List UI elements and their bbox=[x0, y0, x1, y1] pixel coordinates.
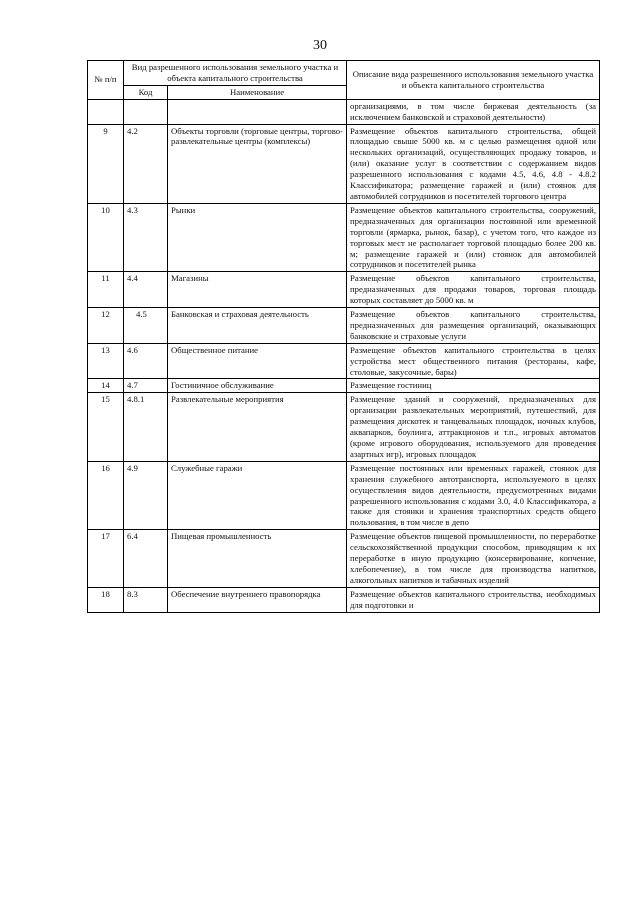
header-description: Описание вида разрешенного использования земельного участка и объекта капитального строительства bbox=[347, 61, 600, 100]
row-name: Общественное питание bbox=[168, 343, 347, 379]
row-description: организациями, в том числе биржевая деятельность (за исключением банковской и страховой деятельности) bbox=[347, 99, 600, 124]
row-name: Магазины bbox=[168, 272, 347, 308]
row-code: 4.3 bbox=[124, 203, 168, 271]
row-description: Размещение объектов капитального строительства, предназначенных для продажи товаров, торговая площадь которых составляет до 5000 кв. м bbox=[347, 272, 600, 308]
row-number: 11 bbox=[88, 272, 124, 308]
table-row bbox=[88, 393, 600, 461]
row-code: 4.6 bbox=[124, 343, 168, 379]
table-row bbox=[88, 379, 600, 393]
header-name: Наименование bbox=[168, 85, 347, 99]
table-row bbox=[88, 203, 600, 271]
row-name: Банковская и страховая деятельность bbox=[168, 308, 347, 344]
table-row bbox=[88, 272, 600, 308]
row-code: 8.3 bbox=[124, 587, 168, 612]
row-number bbox=[88, 99, 124, 124]
table-row bbox=[88, 308, 600, 344]
row-code bbox=[124, 99, 168, 124]
row-code: 4.7 bbox=[124, 379, 168, 393]
row-name bbox=[168, 99, 347, 124]
row-number: 9 bbox=[88, 124, 124, 203]
header-code: Код bbox=[124, 85, 168, 99]
row-code: 4.9 bbox=[124, 461, 168, 529]
row-code: 4.2 bbox=[124, 124, 168, 203]
row-number: 17 bbox=[88, 530, 124, 588]
row-number: 16 bbox=[88, 461, 124, 529]
row-description: Размещение объектов капитального строительства, предназначенных для размещения организаций, оказывающих банковские и страховые услуги bbox=[347, 308, 600, 344]
page-number: 30 bbox=[313, 38, 327, 53]
row-name: Пищевая промышленность bbox=[168, 530, 347, 588]
row-number: 18 bbox=[88, 587, 124, 612]
row-description: Размещение объектов капитального строительства, сооружений, предназначенных для организации постоянной или временной торговли (ярмарка, рынок, базар), с учетом того, что каждое из торговых мест не располагает торговой площадью более 200 кв. м; размещение гаражей и (или) стоянок для автомобилей сотрудников и посетителей рынка bbox=[347, 203, 600, 271]
row-description: Размещение объектов капитального строительства в целях устройства мест общественного питания (рестораны, кафе, столовые, закусочные, бары) bbox=[347, 343, 600, 379]
row-code: 6.4 bbox=[124, 530, 168, 588]
row-number: 10 bbox=[88, 203, 124, 271]
row-description: Размещение постоянных или временных гаражей, стоянок для хранения служебного автотранспорта, используемого в целях осуществления видов деятельности, предусмотренных видами разрешенного использования с кодами 3.0, 4.0 Классификатора, а также для стоянки и хранения транспортных средств общего пользования, в том числе в депо bbox=[347, 461, 600, 529]
row-code: 4.5 bbox=[124, 308, 168, 344]
row-code: 4.4 bbox=[124, 272, 168, 308]
row-description: Размещение объектов пищевой промышленности, по переработке сельскохозяйственной продукции способом, приводящим к их переработке в иную продукцию (консервирование, копчение, хлебопечение), в том числе для производства напитков, алкогольных напитков и табачных изделий bbox=[347, 530, 600, 588]
row-name: Обеспечение внутреннего правопорядка bbox=[168, 587, 347, 612]
table-row bbox=[88, 587, 600, 612]
row-name: Развлекательные мероприятия bbox=[168, 393, 347, 461]
row-description: Размещение гостиниц bbox=[347, 379, 600, 393]
table-row bbox=[88, 530, 600, 588]
header-use-type: Вид разрешенного использования земельного участка и объекта капитального строительства bbox=[124, 61, 347, 86]
table-row bbox=[88, 124, 600, 203]
table-row bbox=[88, 461, 600, 529]
row-description: Размещение объектов капитального строительства, общей площадью свыше 5000 кв. м с целью размещения одной или нескольких организаций, осуществляющих продажу товаров, и (или) оказание услуг в соответствии с содержанием видов разрешенного использования с кодами 4.5, 4.6, 4.8 - 4.8.2 Классификатора; размещение гаражей и (или) стоянок для автомобилей сотрудников и посетителей торгового центра bbox=[347, 124, 600, 203]
row-number: 15 bbox=[88, 393, 124, 461]
table-header-row bbox=[88, 61, 600, 86]
row-name: Объекты торговли (торговые центры, торгово-развлекательные центры (комплексы) bbox=[168, 124, 347, 203]
row-description: Размещение зданий и сооружений, предназначенных для организации развлекательных мероприятий, путешествий, для размещения дискотек и танцевальных площадок, ночных клубов, аквапарков, боулинга, аттракционов и т.п., игровых автоматов (кроме игрового оборудования, используемого для проведения азартных игр), игровых площадок bbox=[347, 393, 600, 461]
row-name: Рынки bbox=[168, 203, 347, 271]
row-number: 14 bbox=[88, 379, 124, 393]
row-code: 4.8.1 bbox=[124, 393, 168, 461]
table-row bbox=[88, 343, 600, 379]
row-description: Размещение объектов капитального строительства, необходимых для подготовки и bbox=[347, 587, 600, 612]
land-use-table bbox=[87, 60, 600, 613]
header-number: № п/п bbox=[88, 61, 124, 100]
row-name: Служебные гаражи bbox=[168, 461, 347, 529]
row-number: 13 bbox=[88, 343, 124, 379]
table-row bbox=[88, 99, 600, 124]
row-number: 12 bbox=[88, 308, 124, 344]
row-name: Гостиничное обслуживание bbox=[168, 379, 347, 393]
